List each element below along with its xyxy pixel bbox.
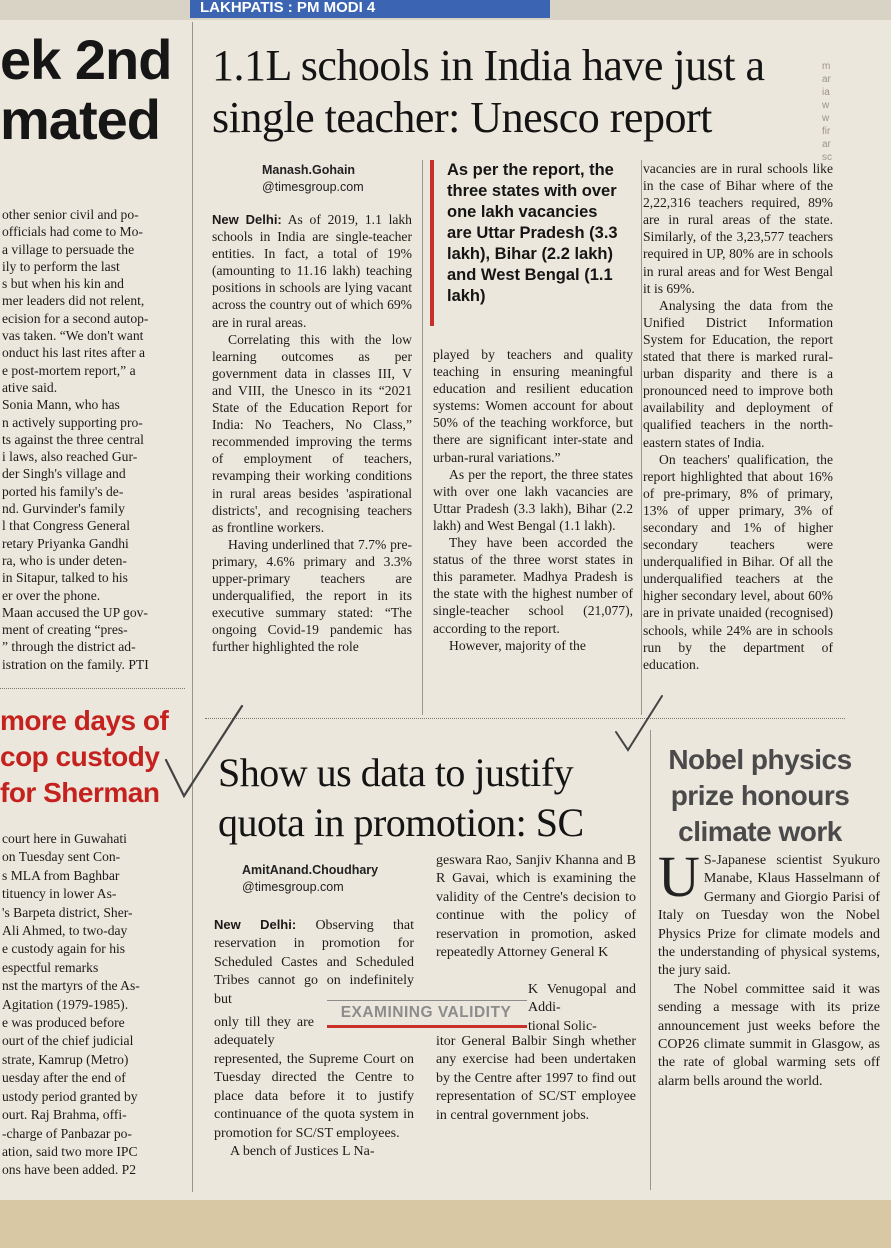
pull-quote-accent <box>327 1025 527 1028</box>
byline-name: AmitAnand.Choudhary <box>242 863 379 877</box>
examining-validity-label: EXAMINING VALIDITY <box>340 1004 512 1021</box>
drop-cap: U <box>658 844 700 909</box>
text-line: officials had come to Mo- <box>2 224 143 240</box>
paragraph: Analysing the data from the Unified District Information System for Education, the report stated that there is marked rural-urban disparity and there is a pronounced need to improve both availability and deployment of qualified teachers in the north-eastern states of India. <box>643 297 833 450</box>
text-line: s but when his kin and <box>2 276 124 292</box>
sc-headline: Show us data to justify quota in promotion: SC <box>218 750 584 845</box>
column-rule <box>641 160 642 715</box>
paragraph: Having underlined that 7.7% pre-primary, 4.6% primary and 3.3% upper-primary teachers are underqualified, the report in its executive summary stated: “The ongoing Covid-19 pandemic has further highlighted the role <box>212 536 412 655</box>
text-line: ily to perform the last <box>2 258 120 274</box>
text-line: strate, Kamrup (Metro) <box>2 1051 129 1067</box>
byline-handle: @timesgroup.com <box>242 880 344 894</box>
text-line: ts against the three central <box>2 431 144 447</box>
text-line: vas taken. “We don't want <box>2 328 144 344</box>
main-column-2 <box>433 346 633 654</box>
paragraph: played by teachers and quality teaching in ensuring meaningful education and resilient education systems: Women account for about 50% of the teaching workforce, but there are significant inter-state and urban-rural variations.” <box>433 347 633 465</box>
paragraph: The Nobel committee said it was sending a message with its prize announcement just weeks before the COP26 climate summit in Glasgow, as the rate of global warming sets off alarm bells around the world. <box>658 981 880 1089</box>
text-line: Ali Ahmed, to two-day <box>2 923 128 939</box>
text-line: nd. Gurvinder's family <box>2 501 125 517</box>
text-line: ons have been added. P2 <box>2 1162 137 1178</box>
paragraph-text: represented, the Supreme Court on Tuesday directed the Centre to place data before it to justify continuance of the quota system in promotion for SC/ST employees. <box>214 1052 414 1141</box>
section-divider <box>205 718 845 719</box>
text-line: a village to persuade the <box>2 241 135 257</box>
text-line: n actively supporting pro- <box>2 414 143 430</box>
quote-accent-bar <box>430 160 434 326</box>
text-line: e was produced before <box>2 1015 125 1031</box>
text-line: i laws, also reached Gur- <box>2 449 138 465</box>
text-line: in Sitapur, talked to his <box>2 570 128 586</box>
text-line: other senior civil and po- <box>2 207 139 222</box>
text-line: ment of creating “pres- <box>2 622 128 638</box>
dateline: New Delhi: <box>214 917 297 932</box>
text-line: ” through the district ad- <box>2 639 136 655</box>
paragraph-text: K Venugopal and Addi- <box>528 982 636 1016</box>
dateline: New Delhi: <box>212 212 282 227</box>
column-rule <box>192 22 193 1192</box>
text-line: court here in Guwahati <box>2 831 127 846</box>
section-divider <box>0 688 185 689</box>
paragraph: A bench of Justices L Na- <box>230 1144 375 1160</box>
pull-quote-rule <box>327 1000 527 1001</box>
nobel-headline: Nobel physics prize honours climate work <box>668 744 852 847</box>
red-headline-line: cop custody <box>0 741 160 772</box>
text-line: der Singh's village and <box>2 466 126 482</box>
byline-handle: @timesgroup.com <box>262 180 364 194</box>
text-line: ourt of the chief judicial <box>2 1033 134 1049</box>
paragraph <box>214 916 414 1009</box>
paragraph-text: tional Solic- <box>528 1018 597 1034</box>
text-line: 's Barpeta district, Sher- <box>2 904 133 920</box>
text-line: retary Priyanka Gandhi <box>2 535 129 551</box>
paragraph-text: S-Japanese scientist Syukuro Manabe, Klaus Hasselmann of Germany and Giorgio Parisi of Italy on Tuesday won the Nobel Physics Prize for climate models and the understanding of physical systems, the jury said. <box>658 853 880 979</box>
paragraph: They have been accorded the status of the three worst states in this parameter. Madhya Pradesh is the state with the highest number of single-teacher school (21,077), according to the report. <box>433 535 633 636</box>
sc-column-2 <box>436 852 636 962</box>
left-story-headline <box>0 30 175 150</box>
text-line: ustody period granted by <box>2 1088 138 1104</box>
paragraph <box>658 844 880 981</box>
main-headline: 1.1L schools in India have just a single teacher: Unesco report <box>212 41 765 142</box>
paragraph: As per the report, the three states with over one lakh vacancies are Uttar Pradesh (3.3 lakh), Bihar (2.2 lakh) and West Bengal (1.1 lakh). <box>433 466 633 533</box>
text-line: s MLA from Baghbar <box>2 867 120 883</box>
paragraph-text: geswara Rao, Sanjiv Khanna and B R Gavai, which is examining the validity of the Centre's decision to continue with the policy of reservation in promotion, asked repeatedly Attorney General K <box>436 853 636 961</box>
text-line: e post-mortem report,” a <box>2 362 136 378</box>
nobel-body <box>658 844 880 1091</box>
paragraph <box>212 211 412 331</box>
text-line: nst the martyrs of the As- <box>2 978 140 994</box>
text-line: on Tuesday sent Con- <box>2 849 121 865</box>
text-line: mer leaders did not relent, <box>2 293 145 309</box>
sc-column-1-wrap <box>214 1014 314 1051</box>
text-line: ported his family's de- <box>2 483 124 499</box>
sc-column-2-cont <box>436 1033 636 1125</box>
text-line: ative said. <box>2 379 58 395</box>
sc-byline <box>242 862 378 896</box>
top-banner: LAKHPATIS : PM MODI 4 <box>190 0 550 18</box>
text-line: e custody again for his <box>2 941 126 957</box>
pull-quote: As per the report, the three states with over one lakh vacancies are Uttar Pradesh (3.3 lakh), Bihar (2.2 lakh) and West Bengal (1.1 lakh) <box>447 161 618 305</box>
left-bottom-headline <box>0 703 180 811</box>
sc-column-1-cont <box>214 1051 414 1161</box>
text-line: ourt. Raj Brahma, offi- <box>2 1107 127 1123</box>
text-line: espectful remarks <box>2 959 99 975</box>
text-line: uesday after the end of <box>2 1070 126 1086</box>
left-headline-line: mated <box>0 88 160 150</box>
paragraph-text: Observing that reservation in promotion for Scheduled Castes and Scheduled Tribes cannot go on indefinitely but <box>214 918 414 1007</box>
text-line: Sonia Mann, who has <box>2 397 120 413</box>
left-headline-line: ek 2nd <box>0 30 172 91</box>
byline-name: Manash.Gohain <box>262 163 356 177</box>
left-story-body <box>2 206 182 673</box>
red-headline-line: more days of <box>0 705 169 736</box>
paragraph: vacancies are in rural schools like in the case of Bihar where of the 2,22,316 teachers required, 89% are in rural areas of the state. Similarly, of the 3,23,577 teachers required in UP, 80% are in schools in rural areas and for West Bengal it is 69%. <box>643 161 833 296</box>
margin-bleed-text: m ar ia w w fir ar sc <box>822 61 832 163</box>
main-column-1 <box>212 211 412 655</box>
column-rule <box>650 730 651 1190</box>
text-line: ation, said two more IPC <box>2 1143 138 1159</box>
text-line: ra, who is under deten- <box>2 552 127 568</box>
text-line: Maan accused the UP gov- <box>2 604 148 620</box>
text-line: Agitation (1979-1985). <box>2 996 129 1012</box>
paragraph: On teachers' qualification, the report highlighted that about 16% of pre-primary, 8% of primary, 13% of upper primary, 3% of secondary and 1% of higher secondary teachers were underqualified in Bihar. Of all the underqualified teachers at the higher secondary level, about 60% are in private unaided (recognised) schools, while 24% are in schools run by the department of education. <box>643 451 833 672</box>
main-byline <box>262 162 364 196</box>
paragraph: Correlating this with the low learning outcomes as per government data in classes III, V and VIII, the Unesco in its “2021 State of the Education Report for India: No Teachers, No Class,” recommended improving the terms of employment of teachers, revamping their working conditions in rural areas besides 'aspirational districts', and recognising teachers as frontline workers. <box>212 331 412 535</box>
text-line: er over the phone. <box>2 587 101 603</box>
column-rule <box>422 160 423 715</box>
paragraph: However, majority of the <box>449 637 586 653</box>
paragraph-text: only till they are adequately <box>214 1015 314 1049</box>
text-line: ecision for a second autop- <box>2 310 149 326</box>
red-headline-line: for Sherman <box>0 777 160 808</box>
left-bottom-body <box>2 830 182 1180</box>
text-line: -charge of Panbazar po- <box>2 1125 132 1141</box>
text-line: l that Congress General <box>2 518 130 534</box>
main-column-3 <box>643 160 833 673</box>
text-line: tituency in lower As- <box>2 886 117 902</box>
sc-column-2-wrap <box>528 981 636 1036</box>
text-line: istration on the family. PTI <box>2 656 149 672</box>
text-line: onduct his last rites after a <box>2 345 146 361</box>
paragraph-text: As of 2019, 1.1 lakh schools in India are single-teacher entities. In fact, a total of 19% (amounting to 11.16 lakh) teaching positions in schools are lying vacant across the country out of which 69% are in rural areas. <box>212 212 412 330</box>
paragraph-text: itor General Balbir Singh whether any exercise had been undertaken by the Centre after 1997 to find out representation of SC/ST employee in central government jobs. <box>436 1034 636 1123</box>
bottom-edge <box>0 1200 891 1248</box>
sc-column-1 <box>214 916 414 1009</box>
